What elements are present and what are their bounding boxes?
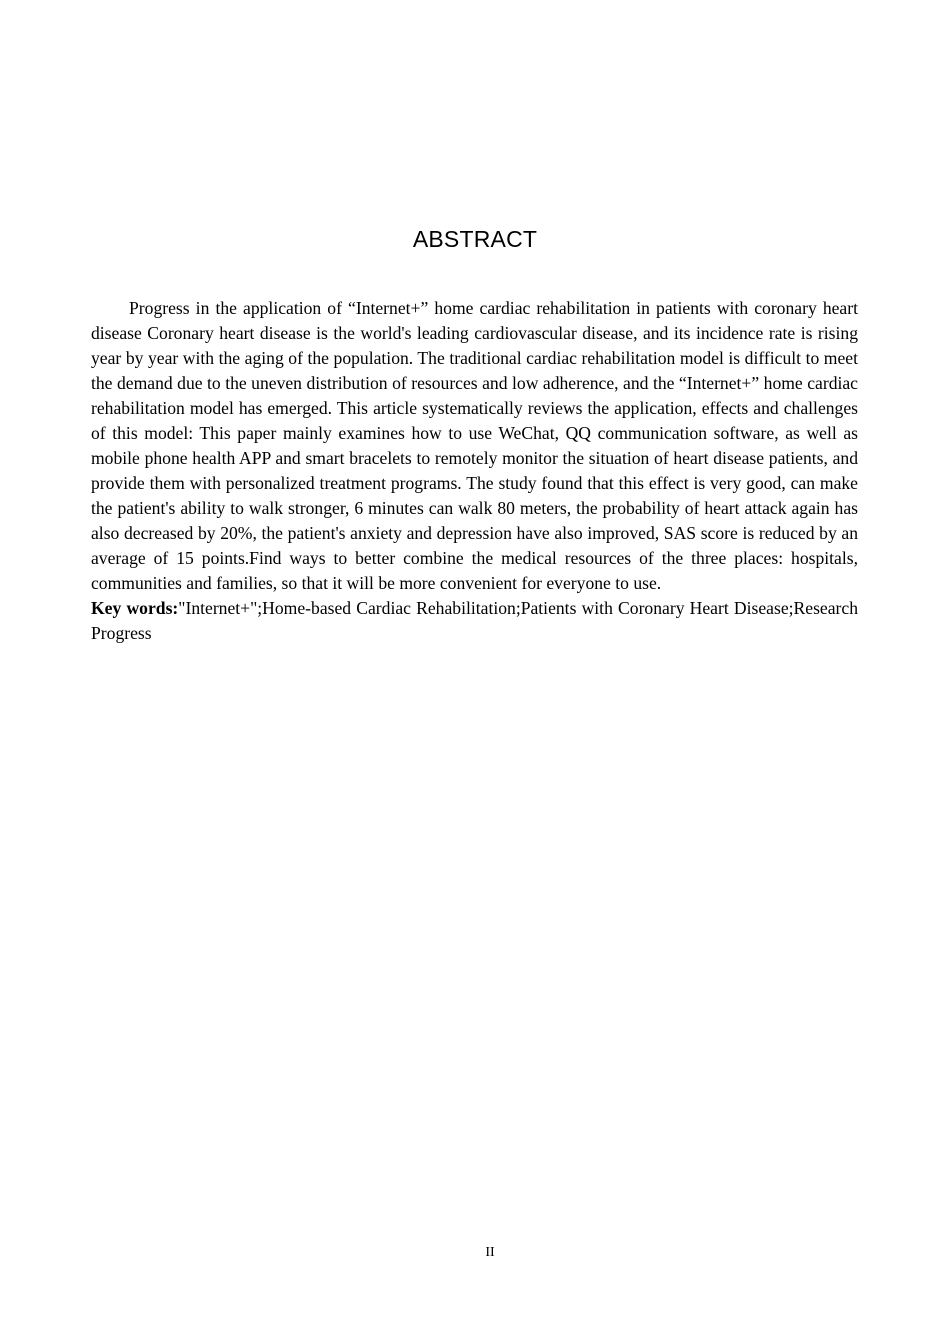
page-number: II <box>485 1245 495 1260</box>
keywords-line <box>91 596 858 646</box>
abstract-paragraph: Progress in the application of “Internet+” home cardiac rehabilitation in patients with coronary heart disease Coronary heart disease is the world's leading cardiovascular disease, and its incidence rate is rising year by year with the aging of the population. The traditional cardiac rehabilitation model is difficult to meet the demand due to the uneven distribution of resources and low adherence, and the “Internet+” home cardiac rehabilitation model has emerged. This article systematically reviews the application, effects and challenges of this model: This paper mainly examines how to use WeChat, QQ communication software, as well as mobile phone health APP and smart bracelets to remotely monitor the situation of heart disease patients, and provide them with personalized treatment programs. The study found that this effect is very good, can make the patient's ability to walk stronger, 6 minutes can walk 80 meters, the probability of heart attack again has also decreased by 20%, the patient's anxiety and depression have also improved, SAS score is reduced by an average of 15 points.Find ways to better combine the medical resources of the three places: hospitals, communities and families, so that it will be more convenient for everyone to use. <box>91 298 858 593</box>
keywords-label: Key words: <box>91 598 179 618</box>
abstract-title: ABSTRACT <box>412 226 538 252</box>
abstract-body <box>91 296 858 646</box>
keywords-text: "Internet+";Home-based Cardiac Rehabilitation;Patients with Coronary Heart Disease;Research Progress <box>91 598 858 643</box>
